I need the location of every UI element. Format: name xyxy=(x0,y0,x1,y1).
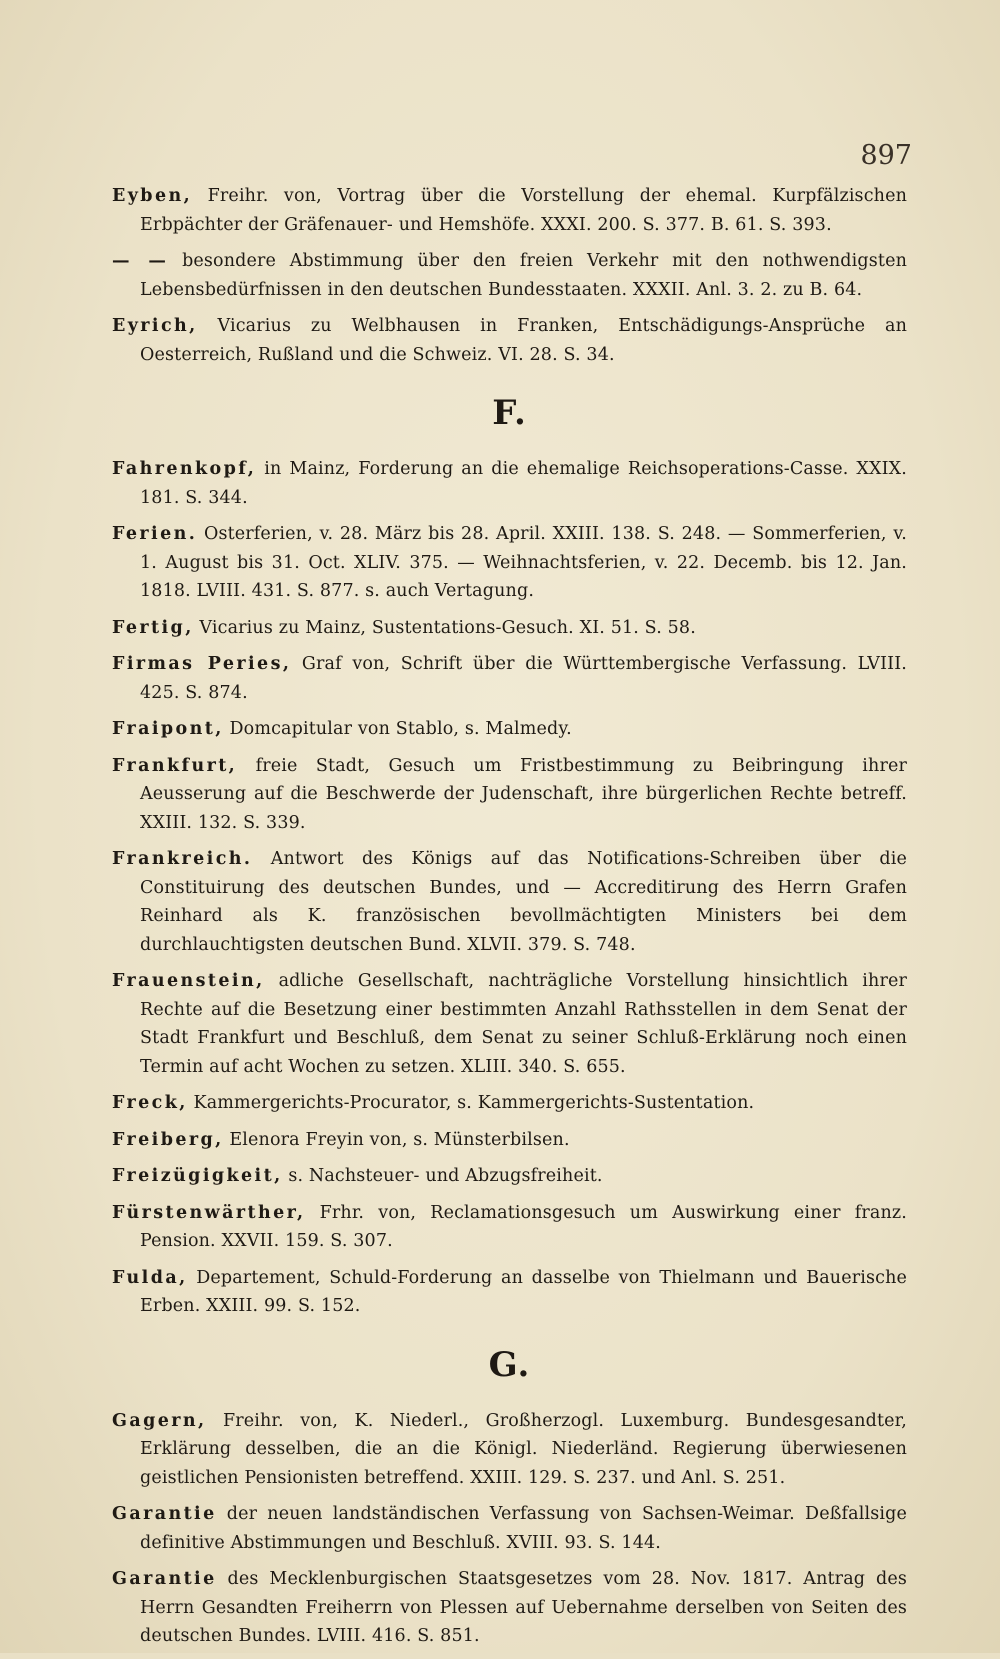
index-entry xyxy=(112,752,907,838)
index-entry xyxy=(112,845,907,959)
entry-text: Elenora Freyin von, s. Münsterbilsen. xyxy=(229,1129,570,1150)
entry-text: besondere Abstimmung über den freien Verkehr mit den nothwendigsten Lebensbedürfnissen in den deutschen Bundesstaaten. XXXII. Anl. 3. 2. zu B. 64. xyxy=(140,251,907,300)
entry-headword: Fertig, xyxy=(112,617,194,638)
entry-text: Kammergerichts-Procurator, s. Kammergerichts-Sustentation. xyxy=(193,1093,755,1113)
index-entry xyxy=(112,247,907,304)
entry-text: Freihr. von, Vortrag über die Vorstellung der ehemal. Kurpfälzischen Erbpächter der Gräfenauer- und Hemshöfe. XXXI. 200. S. 377. B. 61. S. 393. xyxy=(140,186,907,235)
entry-text: Graf von, Schrift über die Württembergische Verfassung. LVIII. 425. S. 874. xyxy=(140,654,907,703)
entry-headword: Frankreich. xyxy=(112,849,253,869)
entry-headword: Garantie xyxy=(112,1504,217,1524)
entry-headword: Frankfurt, xyxy=(112,755,238,776)
entry-headword: Freiberg, xyxy=(112,1129,224,1150)
index-entry xyxy=(112,1407,907,1493)
entry-text: in Mainz, Forderung an die ehemalige Reichsoperations-Casse. XXIX. 181. S. 344. xyxy=(140,459,907,508)
index-entry xyxy=(112,1162,907,1191)
index-entry xyxy=(112,455,907,512)
entry-text: Vicarius zu Welbhausen in Franken, Entschädigungs-Ansprüche an Oesterreich, Rußland und die Schweiz. VI. 28. S. 34. xyxy=(140,316,908,365)
entry-headword: Fürstenwärther, xyxy=(112,1202,306,1223)
index-entry xyxy=(112,1199,907,1256)
index-content xyxy=(112,182,907,1659)
entry-text: der neuen landständischen Verfassung von Sachsen-Weimar. Deßfallsige definitive Abstimmungen und Beschluß. XVIII. 93. S. 144. xyxy=(140,1504,907,1553)
section-heading-g: G. xyxy=(488,1344,531,1385)
entry-text: Osterferien, v. 28. März bis 28. April. XXIII. 138. S. 248. — Sommerferien, v. 1. August bis 31. Oct. XLIV. 375. — Weihnachtsferien, v. 22. Decemb. bis 12. Jan. 1818. LVIII. 431. S. 877. s. auch Vertagung. xyxy=(140,524,908,601)
entry-headword: Fulda, xyxy=(112,1267,188,1288)
entry-text: Antwort des Königs auf das Notifications-Schreiben über die Constituirung des deutschen Bundes, und — Accreditirung des Herrn Grafen Reinhard als K. französischen bevollmächtigten Ministers bei dem durchlauchtigsten deutschen Bund. XLVII. 379. S. 748. xyxy=(140,849,907,955)
entry-text: Freihr. von, K. Niederl., Großherzogl. Luxemburg. Bundesgesandter, Erklärung desselben, die an die Königl. Niederländ. Regierung überwiesenen geistlichen Pensionisten betreffend. XXIII. 129. S. 237. und Anl. S. 251. xyxy=(140,1410,907,1488)
entry-headword: — — xyxy=(112,251,169,271)
entry-text: s. Nachsteuer- und Abzugsfreiheit. xyxy=(288,1166,603,1186)
index-entry xyxy=(112,1264,907,1321)
entry-text: Domcapitular von Stablo, s. Malmedy. xyxy=(229,719,572,739)
entry-headword: Freck, xyxy=(112,1093,188,1113)
entry-headword: Eyben, xyxy=(112,186,193,206)
entry-headword: Garantie xyxy=(112,1569,217,1589)
entry-headword: Frauenstein, xyxy=(112,971,265,991)
entry-text: freie Stadt, Gesuch um Fristbestimmung zu Beibringung ihrer Aeusserung auf die Beschwerde der Judenschaft, ihre bürgerlichen Rechte betreff. XXIII. 132. S. 339. xyxy=(140,755,907,833)
entry-text: Departement, Schuld-Forderung an dasselbe von Thielmann und Bauerische Erben. XXIII. 99. S. 152. xyxy=(140,1267,907,1316)
section-heading-f: F. xyxy=(492,393,527,433)
entry-headword: Firmas Peries, xyxy=(112,654,292,674)
index-entry xyxy=(112,520,907,606)
entry-text: des Mecklenburgischen Staatsgesetzes vom 28. Nov. 1817. Antrag des Herrn Gesandten Freiherrn von Plessen auf Uebernahme derselben von Seiten des deutschen Bundes. LVIII. 416. S. 851. xyxy=(140,1569,907,1646)
entries-g xyxy=(112,1407,907,1651)
index-entry xyxy=(112,1126,907,1155)
index-entry xyxy=(112,182,907,239)
index-entry xyxy=(112,1500,907,1557)
index-entry xyxy=(112,1089,907,1118)
index-entry xyxy=(112,312,907,369)
entry-headword: Gagern, xyxy=(112,1410,207,1431)
entry-text: adliche Gesellschaft, nachträgliche Vorstellung hinsichtlich ihrer Rechte auf die Besetzung einer bestimmten Anzahl Rathsstellen in dem Senat der Stadt Frankfurt und Beschluß, dem Senat zu seiner Schluß-Erklärung noch einen Termin auf acht Wochen zu setzen. XLIII. 340. S. 655. xyxy=(140,971,908,1077)
index-entry xyxy=(112,650,907,707)
entry-text: Frhr. von, Reclamationsgesuch um Auswirkung einer franz. Pension. XXVII. 159. S. 307. xyxy=(140,1202,907,1251)
entries-f xyxy=(112,455,907,1321)
page-number: 897 xyxy=(860,140,912,171)
entry-headword: Eyrich, xyxy=(112,316,198,336)
entry-text: Vicarius zu Mainz, Sustentations-Gesuch. XI. 51. S. 58. xyxy=(199,617,696,638)
index-entry xyxy=(112,967,907,1081)
entry-headword: Fahrenkopf, xyxy=(112,459,257,479)
index-entry xyxy=(112,1565,907,1651)
entries-e xyxy=(112,182,907,369)
index-entry xyxy=(112,614,907,643)
entry-headword: Ferien. xyxy=(112,524,198,544)
entry-headword: Fraipont, xyxy=(112,719,224,739)
entry-headword: Freizügigkeit, xyxy=(112,1166,283,1186)
index-entry xyxy=(112,715,907,744)
